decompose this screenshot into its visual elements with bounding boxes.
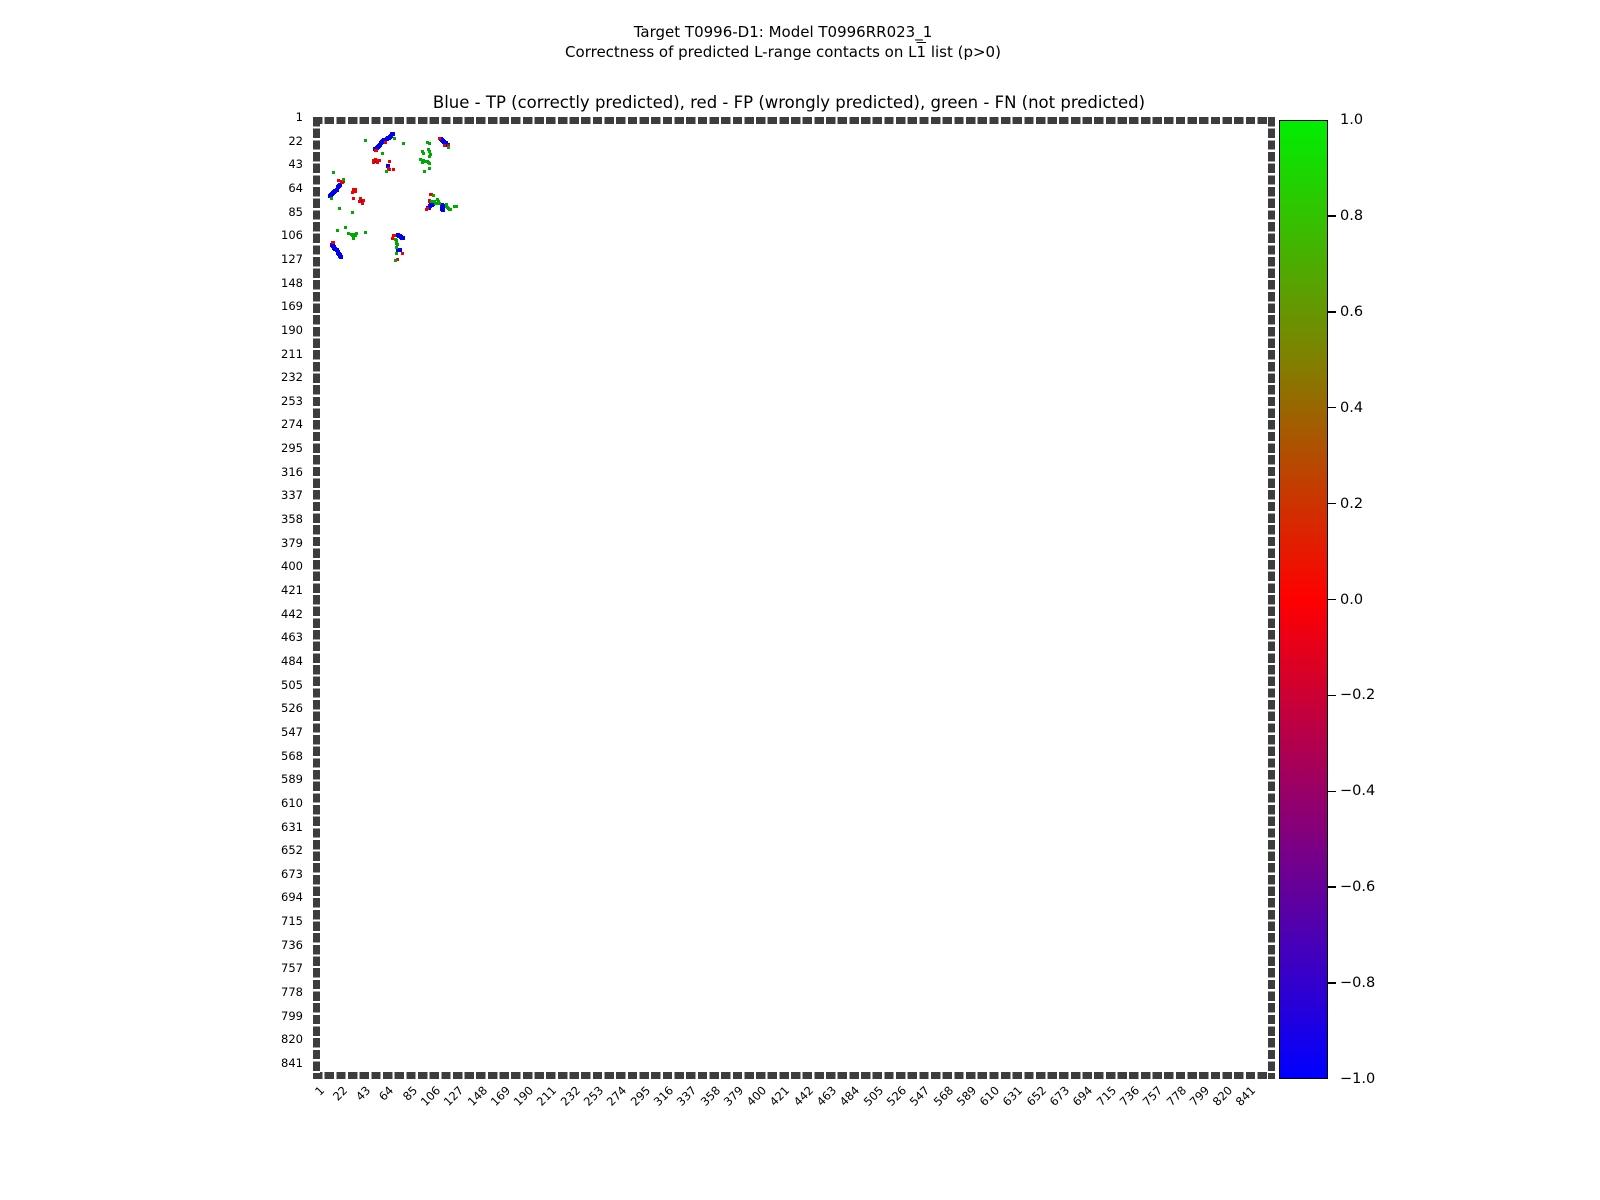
x-tick-label: 673 <box>1046 1083 1073 1109</box>
contact-point-fn <box>402 142 405 145</box>
x-tick-label: 610 <box>976 1083 1003 1109</box>
y-tick-label: 22 <box>288 133 303 148</box>
contact-point-fp <box>352 197 355 200</box>
x-tick-label: 778 <box>1163 1083 1189 1109</box>
colorbar-tick-mark <box>1328 503 1336 505</box>
contact-point-fn <box>395 252 398 255</box>
y-tick-label: 316 <box>281 464 303 479</box>
x-tick-label: 400 <box>743 1083 770 1109</box>
overline-one: 1 <box>916 43 927 61</box>
contact-point-fp <box>372 161 375 164</box>
y-tick-label: 841 <box>281 1056 303 1070</box>
plot-frame-top <box>313 117 1275 124</box>
y-tick-label: 337 <box>281 488 303 503</box>
y-tick-label: 757 <box>281 961 303 976</box>
contact-point-fn <box>393 137 396 140</box>
contact-point-fn <box>449 208 452 211</box>
contact-point-fn <box>428 155 431 158</box>
contact-point-fp <box>384 141 387 144</box>
contact-point-fn <box>342 178 345 181</box>
contact-point-fp <box>361 202 364 205</box>
x-tick-label: 463 <box>813 1083 840 1109</box>
contact-point-fn <box>428 142 431 145</box>
contact-point-fp <box>443 144 446 147</box>
y-tick-label: 799 <box>281 1008 303 1023</box>
contact-point-tp <box>441 208 445 212</box>
contact-point-fn <box>394 259 397 262</box>
colorbar-tick-label: −0.2 <box>1340 687 1376 704</box>
x-tick-label: 526 <box>883 1083 910 1109</box>
contact-point-fn <box>364 231 367 234</box>
y-tick-label: 400 <box>281 559 303 574</box>
contact-point-fn <box>423 170 426 173</box>
contact-point-fp <box>351 191 354 194</box>
contact-point-fn <box>385 170 388 173</box>
y-tick-label: 778 <box>281 985 303 1000</box>
x-tick-label: 190 <box>510 1083 537 1109</box>
colorbar-tick-mark <box>1328 791 1336 793</box>
x-tick-label: 589 <box>953 1083 980 1109</box>
colorbar-gradient <box>1279 120 1328 1079</box>
plot-frame-left <box>313 117 320 1079</box>
colorbar-tick-mark <box>1328 599 1336 601</box>
colorbar-tick-mark <box>1328 407 1336 409</box>
y-tick-label: 673 <box>281 866 303 881</box>
x-tick-label: 715 <box>1093 1083 1119 1109</box>
contact-point-fp <box>375 149 378 152</box>
colorbar-tick-mark <box>1328 695 1336 697</box>
colorbar-tick-label: 0.2 <box>1340 495 1364 512</box>
contact-point-fn <box>447 146 450 149</box>
contact-point-fn <box>428 162 431 165</box>
x-tick-label: 421 <box>767 1083 793 1109</box>
x-tick-label: 694 <box>1070 1083 1096 1109</box>
y-tick-label: 232 <box>281 370 303 385</box>
contact-point-fn <box>455 205 458 208</box>
y-tick-label: 442 <box>281 606 303 621</box>
colorbar-tick-label: −0.6 <box>1340 879 1376 896</box>
y-tick-label: 463 <box>281 630 303 645</box>
x-tick-label: 631 <box>1000 1083 1026 1109</box>
x-tick-label: 505 <box>860 1083 886 1109</box>
contact-point-fn <box>336 229 339 232</box>
x-tick-label: 337 <box>674 1083 700 1109</box>
colorbar-tick-label: −0.8 <box>1340 975 1376 992</box>
contact-point-fn <box>428 167 431 170</box>
colorbar-tick-label: −0.4 <box>1340 783 1376 800</box>
figure-subtitle: Correctness of predicted L-range contacts on L1 list (p>0) <box>565 43 1001 61</box>
y-tick-label: 589 <box>281 772 303 787</box>
y-tick-label: 85 <box>288 204 303 219</box>
y-tick-label: 169 <box>281 299 303 314</box>
y-tick-label: 694 <box>281 890 303 905</box>
y-tick-label: 631 <box>281 819 303 834</box>
x-tick-label: 820 <box>1209 1083 1236 1109</box>
contact-point-fp <box>376 161 379 164</box>
plot-frame-right <box>1268 117 1275 1079</box>
x-tick-label: 484 <box>837 1083 863 1109</box>
x-tick-label: 358 <box>697 1083 723 1109</box>
contact-point-fp <box>401 252 404 255</box>
plot-frame-bottom <box>313 1072 1275 1079</box>
x-tick-label: 211 <box>534 1083 560 1109</box>
y-tick-label: 358 <box>281 512 303 527</box>
colorbar-tick-mark <box>1328 215 1336 217</box>
y-tick-label: 211 <box>281 346 303 361</box>
contact-point-tp <box>391 132 395 136</box>
contact-map-plot <box>313 117 1275 1079</box>
colorbar-tick-mark <box>1328 886 1336 888</box>
y-tick-label: 43 <box>288 157 303 172</box>
contact-point-fn <box>344 226 347 229</box>
y-tick-label: 526 <box>281 701 303 716</box>
x-tick-label: 274 <box>604 1083 630 1109</box>
colorbar-tick-label: 0.4 <box>1340 399 1364 416</box>
contact-point-fp <box>425 208 428 211</box>
y-tick-label: 736 <box>281 937 303 952</box>
colorbar-tick-label: 0.8 <box>1340 207 1364 224</box>
x-tick-label: 757 <box>1140 1083 1166 1109</box>
contact-point-fp <box>392 168 395 171</box>
x-tick-label: 841 <box>1233 1083 1259 1109</box>
figure-header <box>0 22 1566 62</box>
y-tick-label: 505 <box>281 677 303 692</box>
contact-point-fn <box>395 246 398 249</box>
colorbar-tick-label: 1.0 <box>1340 112 1364 128</box>
y-tick-label: 421 <box>281 583 303 597</box>
plot-title: Blue - TP (correctly predicted), red - FP (wrongly predicted), green - FN (not predicted) <box>432 93 1146 112</box>
y-tick-label: 379 <box>281 535 303 550</box>
x-tick-label: 295 <box>627 1083 653 1109</box>
contact-point-fp <box>438 137 441 140</box>
x-tick-label: 652 <box>1023 1083 1049 1109</box>
x-tick-label: 64 <box>376 1083 397 1104</box>
contact-point-tp <box>339 255 343 259</box>
y-tick-label: 484 <box>281 653 303 668</box>
contact-point-fn <box>421 161 424 164</box>
colorbar-tick-label: −1.0 <box>1340 1071 1376 1087</box>
x-tick-label: 85 <box>399 1083 420 1104</box>
contact-point-fp <box>332 241 335 244</box>
y-tick-label: 1 <box>295 110 303 124</box>
contact-point-fp <box>354 190 357 193</box>
y-tick-label: 190 <box>281 322 303 337</box>
contact-point-fn <box>338 207 341 210</box>
y-tick-label: 295 <box>281 441 303 456</box>
x-tick-label: 127 <box>441 1083 467 1109</box>
x-tick-label: 799 <box>1186 1083 1213 1109</box>
x-tick-label: 43 <box>353 1083 374 1104</box>
x-tick-label: 316 <box>650 1083 677 1109</box>
y-tick-label: 715 <box>281 914 303 929</box>
contact-point-fn <box>422 152 425 155</box>
contact-point-fn <box>432 194 435 197</box>
y-tick-label: 547 <box>281 724 303 739</box>
y-tick-label: 253 <box>281 393 303 408</box>
y-tick-label: 64 <box>288 180 303 195</box>
x-tick-label: 232 <box>557 1083 583 1109</box>
y-tick-label: 652 <box>281 843 303 858</box>
colorbar-tick-mark <box>1328 311 1336 313</box>
x-tick-label: 547 <box>907 1083 933 1109</box>
contact-point-fn <box>364 139 367 142</box>
y-tick-label: 820 <box>281 1032 303 1047</box>
y-tick-label: 106 <box>281 228 303 243</box>
y-tick-label: 127 <box>281 251 303 266</box>
colorbar-tick-label: 0.6 <box>1340 303 1364 320</box>
contact-point-fn <box>438 202 441 205</box>
contact-point-fn <box>381 152 384 155</box>
colorbar-tick-label: 0.0 <box>1340 591 1364 608</box>
contact-point-fn <box>352 237 355 240</box>
contact-point-fn <box>351 211 354 214</box>
contact-point-fn <box>332 171 335 174</box>
contact-point-fn <box>330 197 333 200</box>
x-tick-label: 169 <box>487 1083 514 1109</box>
y-tick-label: 610 <box>281 795 303 810</box>
x-tick-label: 106 <box>417 1083 444 1109</box>
x-tick-label: 442 <box>790 1083 816 1109</box>
x-tick-label: 253 <box>580 1083 607 1109</box>
contact-point-tp <box>401 236 405 240</box>
x-tick-label: 22 <box>329 1083 350 1104</box>
x-tick-label: 379 <box>720 1083 747 1109</box>
contact-point-fn <box>355 232 358 235</box>
figure-title: Target T0996-D1: Model T0996RR023_1 <box>633 23 933 41</box>
x-tick-label: 148 <box>464 1083 490 1109</box>
y-tick-label: 148 <box>281 275 303 290</box>
contact-point-fp <box>388 160 391 163</box>
x-tick-label: 736 <box>1116 1083 1143 1109</box>
y-tick-label: 274 <box>281 417 303 432</box>
y-tick-label: 568 <box>281 748 303 763</box>
colorbar-tick-mark <box>1328 982 1336 984</box>
x-tick-label: 1 <box>311 1083 327 1099</box>
x-tick-label: 568 <box>930 1083 956 1109</box>
